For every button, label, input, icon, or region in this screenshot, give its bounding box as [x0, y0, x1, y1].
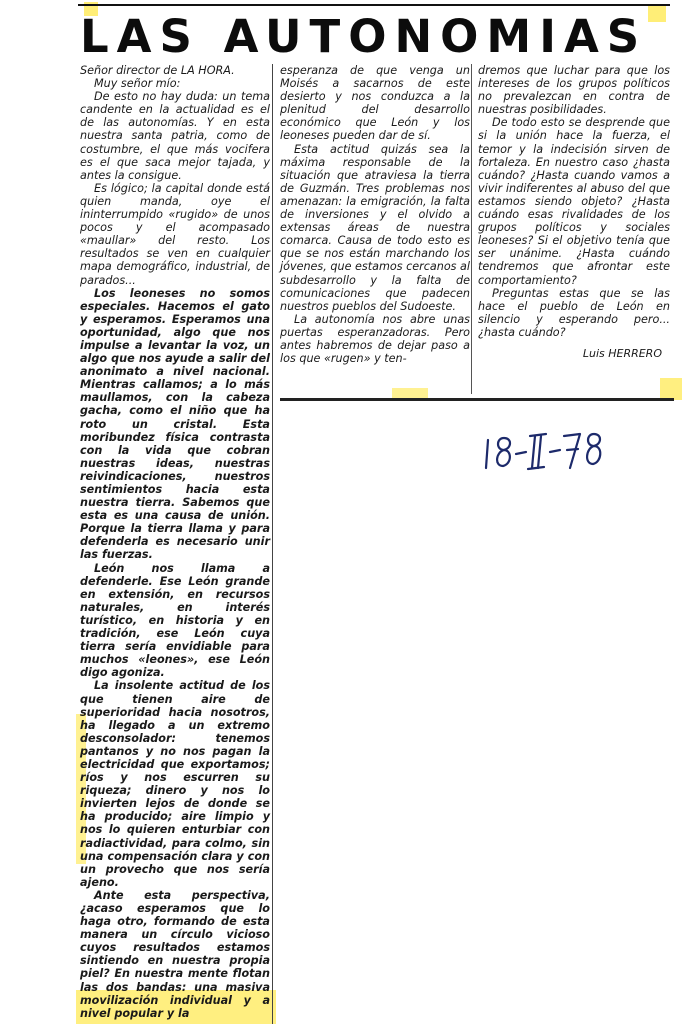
paragraph: Esta actitud quizás sea la máxima responsable de la situación que atraviesa la tierra de Guzmán. Tres problemas nos amenazan: la emigración, la falta de inversiones y el olvido a extensas áreas de nuestra comarca. Causa de todo esto es que se nos están marchando los jóvenes, que estamos cercanos al subdesarrollo y la falta de comunicaciones que padecen nuestros pueblos del Sudoeste.: [280, 142, 471, 313]
highlighter-mark: [660, 378, 682, 400]
paragraph: La autonomía nos abre unas puertas esperanzadoras. Pero antes habremos de dejar paso a los que «rugen» y ten-: [280, 312, 470, 366]
column-2: [280, 64, 470, 365]
paragraph: Preguntas estas que se las hace el pueblo de León en silencio y esperando pero... ¿hasta cuándo?: [478, 286, 670, 339]
paragraph: Ante esta perspectiva, ¿acaso esperamos que lo haga otro, formando de esta manera un círculo vicioso cuyos resultados estamos sintiendo en nuestra propia piel? En nuestra mente flotan las dos bandas: una masiva movilización individual y a nivel popular y la: [80, 888, 270, 1020]
paragraph: De esto no hay duda: un tema candente en la actualidad es el de las autonomías. Y en esta nuestra santa patria, como de costumbre, el que más vocifera es el que saca mejor tajada, y antes la consigue.: [80, 90, 270, 182]
opening-line: Señor director de LA HORA.: [80, 64, 235, 77]
column-divider: [272, 64, 273, 1024]
article-end-rule: [280, 398, 674, 401]
column-3: [478, 64, 670, 360]
column-1: [80, 64, 270, 1020]
paragraph: Los leoneses no somos especiales. Hacemos el gato y esperamos. Esperamos una oportunidad, algo que nos impulse a levantar la voz, un algo que nos ayude a salir del anonimato a nivel nacional. Mientras callamos; a lo más maullamos, con la cabeza gacha, como el niño que ha roto un cristal. Esta moribundez física contrasta con la vida que cobran nuestras ideas, nuestras reivindicaciones, nuestros sentimientos hacia esta nuestra tierra. Sabemos que esta es una causa de unión. Porque la tierra llama y para defenderla es necesario unir las fuerzas.: [80, 286, 270, 562]
top-rule: [78, 4, 670, 6]
salutation: Muy señor mío:: [94, 77, 181, 91]
paragraph: De todo esto se desprende que si la unión hace la fuerza, el temor y la indecisión sirven de fortaleza. En nuestro caso ¿hasta cuándo? ¿Hasta cuando vamos a vivir indiferentes al abuso del que estamos siendo objeto? ¿Hasta cuándo esas rivalidades de los grupos políticos y sociales leoneses? Si el objetivo tenía que ser unánime. ¿Hasta cuándo tendremos que afrontar este comportamiento?: [478, 116, 670, 287]
column-divider: [471, 64, 472, 394]
paragraph: Es lógico; la capital donde está quien manda, oye el ininterrumpido «rugido» de unos pocos y el acompasado «maullar» del resto. Los resultados se ven en cualquier mapa demográfico, industrial, de parados...: [80, 181, 270, 287]
paragraph: esperanza de que venga un Moisés a sacarnos de este desierto y nos conduzca a la plenitud del desarrollo económico que León y los leoneses pueden dar de sí.: [280, 64, 470, 143]
handwritten-date: [482, 428, 622, 474]
headline: LAS AUTONOMIAS: [80, 10, 648, 63]
paragraph: dremos que luchar para que los intereses de los grupos políticos no prevalezcan en contra de nuestras posibilidades.: [478, 64, 670, 117]
paragraph: La insolente actitud de los que tienen aire de superioridad hacia nosotros, ha llegado a un extremo desconsolador: tenemos pantanos y no nos pagan la electricidad que exportamos; ríos y nos escurren su riqueza; dinero y nos lo invierten lejos de donde se ha producido; aire limpio y nos lo quieren enturbiar con radiactividad, para colmo, sin una compensación clara y con un provecho que nos sería ajeno.: [80, 679, 270, 889]
handwritten-date-drawing: [482, 428, 622, 474]
paragraph: León nos llama a defenderle. Ese León grande en extensión, en recursos naturales, en interés turístico, en historia y en tradición, ese León cuya tierra sería envidiable para muchos «leones», ese León digo agoniza.: [80, 561, 270, 680]
author-signature: Luis HERRERO: [582, 346, 662, 360]
